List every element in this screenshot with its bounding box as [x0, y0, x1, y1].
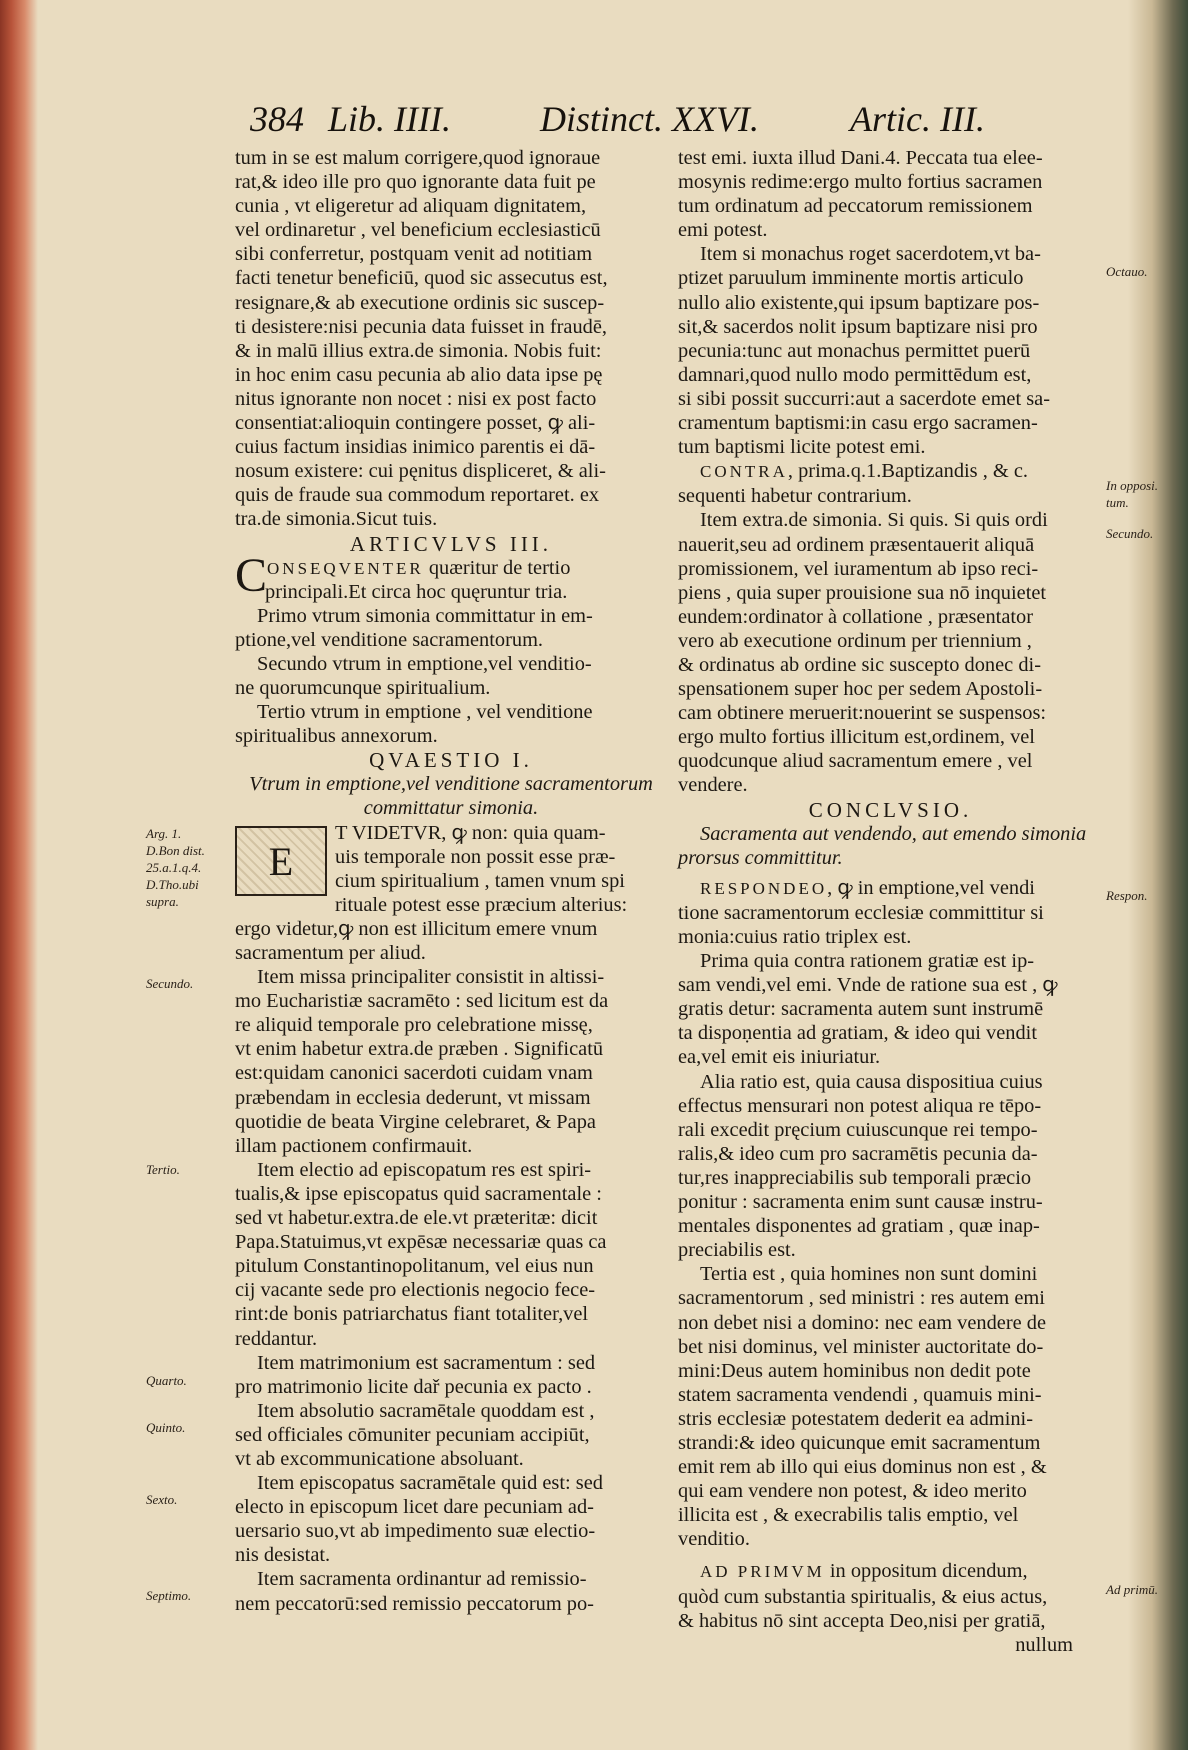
text-line: T VIDETVR, ꝙ non: quia quam-: [335, 821, 606, 844]
text-line: Item sacramenta ordinantur ad remissio-: [257, 1568, 587, 1591]
page-number: 384: [250, 99, 304, 139]
text-line: vendere.: [678, 774, 748, 797]
text-line: uersario suo,vt ab impedimento suæ electio-: [235, 1520, 596, 1543]
right-text-block-b: [678, 484, 1103, 797]
running-head: [250, 94, 1110, 144]
margin-note-octauo: Octauo.: [1106, 264, 1148, 279]
ad-primum-small-caps: AD PRIMVM: [700, 1562, 825, 1582]
running-head-distinctio: Distinct. XXVI.: [540, 99, 759, 139]
text-line: ta dispoṇentia ad gratiam, & ideo qui vendit: [678, 1022, 1038, 1045]
text-line: sed vt habetur.extra.de ele.vt præteritæ: dicit: [235, 1207, 598, 1230]
text-line: test emi. iuxta illud Dani.4. Peccata tua elee-: [678, 147, 1043, 169]
text-line: ergo videtur,ꝙ non est illicitum emere vnum: [235, 917, 598, 940]
conclusio-line-2: prorsus committitur.: [678, 846, 843, 869]
text-line: quotidie de beata Virgine celebraret, & Papa: [235, 1110, 596, 1133]
article-intro-line-2: principali.Et circa hoc quęruntur tria.: [265, 580, 568, 603]
ad-primum-rest: in oppositum dicendum,: [824, 1560, 1028, 1583]
text-line: electo in episcopum licet dare pecuniam ad-: [235, 1496, 594, 1519]
text-line: illicita est , & execrabilis talis emptio, vel: [678, 1504, 1019, 1527]
text-line: nitus ignorante non nocet : nisi ex post facto: [235, 387, 597, 410]
respondeo-line: [678, 876, 1103, 901]
text-line: emit rem ab illo qui eius dominus non est , &: [678, 1456, 1047, 1479]
text-line: est:quidam canonici sacerdoti cuidam vnam: [235, 1062, 593, 1085]
text-line: nosum existere: cui pęnitus displiceret, & ali-: [235, 460, 606, 483]
left-text-block-b: [235, 604, 667, 749]
text-line: in hoc enim casu pecunia ab alio data ipse pę: [235, 363, 603, 386]
catchword: nullum: [1015, 1633, 1073, 1656]
margin-note-secundo-right: Secundo.: [1106, 526, 1154, 541]
text-line: pecunia:tunc aut monachus permittet puerū: [678, 339, 1031, 362]
contra-line: [678, 459, 1103, 484]
quaestio-title-line-2: committatur simonia.: [363, 797, 539, 820]
text-line: ptione,vel venditione sacramentorum.: [235, 628, 544, 651]
text-line: resignare,& ab executione ordinis sic suscep-: [235, 291, 605, 314]
text-line: ponitur : sacramenta enim sunt causæ instru-: [678, 1191, 1043, 1214]
contra-rest: , prima.q.1.Baptizandis , & c.: [787, 460, 1029, 483]
text-line: cunia , vt eligeretur ad aliquam dignitatem,: [235, 195, 587, 218]
text-line: qui eam vendere non potest, & ideo merito: [678, 1480, 1027, 1503]
text-line: mosynis redime:ergo multo fortius sacramen: [678, 171, 1043, 194]
text-line: cium spiritualium , tamen vnum spi: [335, 869, 625, 892]
text-line: nem peccatorū:sed remissio peccatorum po-: [235, 1592, 594, 1615]
conclusio-line-1: Sacramenta aut vendendo, aut emendo simonia: [700, 822, 1087, 845]
text-line: sibi conferretur, postquam venit ad notitiam: [235, 243, 593, 266]
text-line: Item absolutio sacramētale quoddam est ,: [257, 1399, 595, 1422]
text-line: & ordinatus ab ordine sic suscepto donec di-: [678, 653, 1041, 676]
left-text-block-a: [235, 146, 667, 532]
text-line: sequenti habetur contrarium.: [678, 485, 912, 508]
text-line: re aliquid temporale pro celebratione missę,: [235, 1014, 593, 1037]
text-line: tum ordinatum ad peccatorum remissionem: [678, 195, 1033, 218]
respondeo-small-caps: RESPONDEO: [700, 878, 828, 898]
contra-small-caps: CONTRA: [700, 462, 788, 482]
text-line: quodcunque aliud sacramentum emere , vel: [678, 750, 1033, 773]
margin-note-arg-1: Arg. 1.: [146, 826, 182, 841]
text-line: cramentum baptismi:in casu ergo sacramen-: [678, 412, 1038, 435]
text-line: Item electio ad episcopatum res est spiri-: [257, 1158, 592, 1181]
text-line: reddantur.: [235, 1327, 318, 1350]
text-line: vt ab excommunicatione absoluant.: [235, 1447, 524, 1470]
quaestio-title-line-1: Vtrum in emptione,vel venditione sacramentorum: [249, 773, 653, 796]
text-line: emi potest.: [678, 219, 768, 242]
text-line: eundem:ordinator à collatione , præsentator: [678, 605, 1034, 628]
text-line: nauerit,seu ad ordinem præsentauerit aliquā: [678, 533, 1035, 556]
text-line: Item episcopatus sacramētale quid est: sed: [257, 1472, 603, 1495]
text-line: preciabilis est.: [678, 1239, 796, 1262]
text-line: Tertio vtrum in emptione , vel venditione: [257, 701, 593, 724]
text-line: strandi:& ideo quicunque emit sacramentum: [678, 1431, 1041, 1454]
ornamental-initial: [235, 826, 327, 896]
running-head-liber: Lib. IIII.: [328, 99, 451, 139]
conclusio-heading: CONCLVSIO.: [808, 797, 973, 822]
text-line: nis desistat.: [235, 1544, 331, 1567]
text-line: cam obtinere meruerit:nouerint se suspensos:: [678, 702, 1047, 725]
margin-note-supra: supra.: [146, 894, 179, 909]
text-line: promissionem, vel iuramentum ab ipso reci-: [678, 557, 1039, 580]
text-line: mo Eucharistiæ sacramēto : sed licitum est da: [235, 990, 609, 1013]
text-line: Alia ratio est, quia causa dispositiua cuius: [700, 1070, 1043, 1093]
text-line: & in malū illius extra.de simonia. Nobis fuit:: [235, 339, 602, 362]
text-line: consentiat:alioquin contingere posset, ꝙ ali-: [235, 412, 596, 435]
text-line: gratis detur: sacramenta autem sunt instrumē: [678, 998, 1044, 1021]
text-line: pro matrimonio licite dař pecunia ex pacto .: [235, 1375, 592, 1398]
text-line: cuius factum insidias inimico parentis ei dā-: [235, 436, 596, 459]
articulus-heading: ARTICVLVS III.: [349, 531, 553, 556]
margin-note-quarto: Quarto.: [146, 1373, 187, 1388]
text-line: mini:Deus autem hominibus non dedit pote: [678, 1359, 1031, 1382]
text-line: quòd cum substantia spiritualis, & eius actus,: [678, 1585, 1048, 1608]
text-line: monia:cuius ratio triplex est.: [678, 926, 912, 948]
text-line: uis temporale non possit esse præ-: [335, 845, 616, 868]
ornamental-initial-letter: E: [268, 838, 294, 884]
margin-note-tertio: Tertio.: [146, 1162, 180, 1177]
text-line: sacramentum per aliud.: [235, 942, 426, 964]
text-line: ti desistere:nisi pecunia data fuisset in fraudē,: [235, 315, 608, 338]
text-line: ergo multo fortius illicitum est,ordinem, vel: [678, 726, 1035, 749]
drop-cap: C: [235, 548, 268, 602]
text-line: piens , quia super prouisione sua nō inquietet: [678, 581, 1047, 604]
margin-note-quinto: Quinto.: [146, 1420, 186, 1435]
right-text-block-c: [678, 901, 1103, 1552]
text-line: tra.de simonia.Sicut tuis.: [235, 508, 438, 531]
text-line: tum in se est malum corrigere,quod ignoraue: [235, 147, 601, 169]
margin-note-respon: Respon.: [1106, 888, 1148, 903]
text-line: mentales disponentes ad gratiam , quæ inap-: [678, 1215, 1040, 1238]
text-line: statem sacramenta vendendi , quamuis mini-: [678, 1383, 1042, 1406]
text-line: spensationem super hoc per sedem Apostoli-: [678, 678, 1043, 701]
book-edge-left: [0, 0, 38, 1750]
text-line: facti tenetur beneficiū, quod sic assecutus est,: [235, 267, 608, 290]
text-line: sam vendi,vel emi. Vnde de ratione sua est , ꝙ: [678, 974, 1058, 997]
text-line: ptizet paruulum imminente mortis articulo: [678, 267, 1024, 290]
quaestio-heading: QVAESTIO I.: [369, 748, 533, 773]
text-line: rint:de bonis patriarchatus fiant totaliter,vel: [235, 1303, 589, 1326]
text-line: & habitus nō sint accepta Deo,nisi per gratiā,: [678, 1609, 1046, 1632]
text-line: tione sacramentorum ecclesiæ committitur si: [678, 901, 1044, 924]
text-line: Item matrimonium est sacramentum : sed: [257, 1351, 596, 1374]
text-line: Item missa principaliter consistit in altissi-: [257, 966, 605, 989]
text-line: vt enim habetur extra.de præben . Significatū: [235, 1038, 604, 1061]
text-line: Item si monachus roget sacerdotem,vt ba-: [700, 243, 1041, 266]
text-line: rali excedit pręcium cuiuscunque rei tempo-: [678, 1118, 1038, 1141]
text-line: ea,vel emit eis iniuriatur.: [678, 1046, 881, 1069]
text-line: stris ecclesiæ potestatem dederit ea admini-: [678, 1407, 1034, 1430]
respondeo-rest: , ꝙ in emptione,vel vendi: [827, 876, 1035, 899]
text-line: Tertia est , quia homines non sunt domini: [700, 1263, 1038, 1286]
right-text-block-d: [678, 1585, 1103, 1633]
text-line: quis de fraude sua commodum reportaret. ex: [235, 484, 600, 507]
margin-note-in-oppos: In opposi.: [1106, 478, 1158, 493]
text-line: sit,& sacerdos nolit ipsum baptizare nisi pro: [678, 315, 1038, 338]
text-line: præbendam in ecclesia dederunt, vt missam: [235, 1086, 591, 1109]
text-line: sed officiales cōmuniter pecuniam accipiūt,: [235, 1423, 590, 1446]
text-line: tualis,& ipse episcopatus quid sacramentale :: [235, 1182, 602, 1205]
margin-note-tum: tum.: [1106, 495, 1129, 510]
text-line: non debet nisi a domino: nec eam vendere de: [678, 1311, 1047, 1334]
margin-note-ad-primum: Ad primū.: [1106, 1582, 1158, 1597]
book-edge-right: [1128, 0, 1188, 1750]
text-line: damnari,quod nullo modo permittēdum est,: [678, 363, 1032, 386]
text-line: rituale potest esse præcium alterius:: [335, 893, 628, 916]
text-line: spiritualibus annexorum.: [235, 725, 438, 748]
margin-note-septimo: Septimo.: [146, 1588, 192, 1603]
text-line: rat,& ideo ille pro quo ignorante data fuit pe: [235, 171, 596, 194]
text-line: bet nisi dominus, vel minister auctoritate do-: [678, 1335, 1044, 1358]
margin-note-tho: D.Tho.ubi: [146, 877, 199, 892]
small-caps-opening: ONSEQVENTER: [267, 558, 424, 578]
margin-note-ref: 25.a.1.q.4.: [146, 860, 202, 875]
text-line: Primo vtrum simonia committatur in em-: [257, 604, 593, 627]
text-line: Papa.Statuimus,vt expēsæ necessariæ quas ca: [235, 1231, 607, 1254]
text-line: vel ordinaretur , vel beneficium ecclesiasticū: [235, 219, 601, 242]
margin-note-sexto: Sexto.: [146, 1492, 178, 1507]
margin-note-bon: D.Bon dist.: [146, 843, 205, 858]
running-head-articulus: Artic. III.: [850, 99, 985, 139]
text-line: ne quorumcunque spiritualium.: [235, 676, 491, 699]
text-line: tur,res inappreciabilis sub temporali præcio: [678, 1166, 1032, 1189]
margin-note-secundo: Secundo.: [146, 976, 194, 991]
text-line: tum baptismi licite potest emi.: [678, 436, 926, 459]
text-line: Item extra.de simonia. Si quis. Si quis ordi: [700, 509, 1048, 532]
text-line: ralis,& ideo cum pro sacramētis pecunia da-: [678, 1142, 1038, 1165]
text-line: Prima quia contra rationem gratiæ est ip-: [700, 950, 1035, 973]
left-text-block-c: [235, 917, 667, 1616]
ad-primum-line: [678, 1559, 1103, 1584]
text-line: vero ab executione ordinum per triennium ,: [678, 629, 1032, 652]
text-line: Secundo vtrum in emptione,vel venditio-: [257, 652, 592, 675]
text-line: si sibi possit succurri:aut a sacerdote emet sa-: [678, 387, 1051, 410]
text-line: cij vacante sede pro electionis negocio fece-: [235, 1279, 596, 1302]
text-line: nullo alio existente,qui ipsum baptizare pos-: [678, 291, 1040, 314]
text-line: sacramentorum , sed ministri : res autem emi: [678, 1287, 1045, 1310]
right-column: [678, 146, 1103, 1657]
text-line: effectus mensurari non potest aliqua re tēpo-: [678, 1094, 1042, 1117]
right-text-block-a: [678, 146, 1103, 459]
text-line: pitulum Constantinopolitanum, vel eius nun: [235, 1255, 594, 1278]
text-line: illam pactionem confirmauit.: [235, 1134, 473, 1157]
text-line: venditio.: [678, 1528, 750, 1551]
intro-line-1-rest: quæritur de tertio: [423, 556, 571, 579]
